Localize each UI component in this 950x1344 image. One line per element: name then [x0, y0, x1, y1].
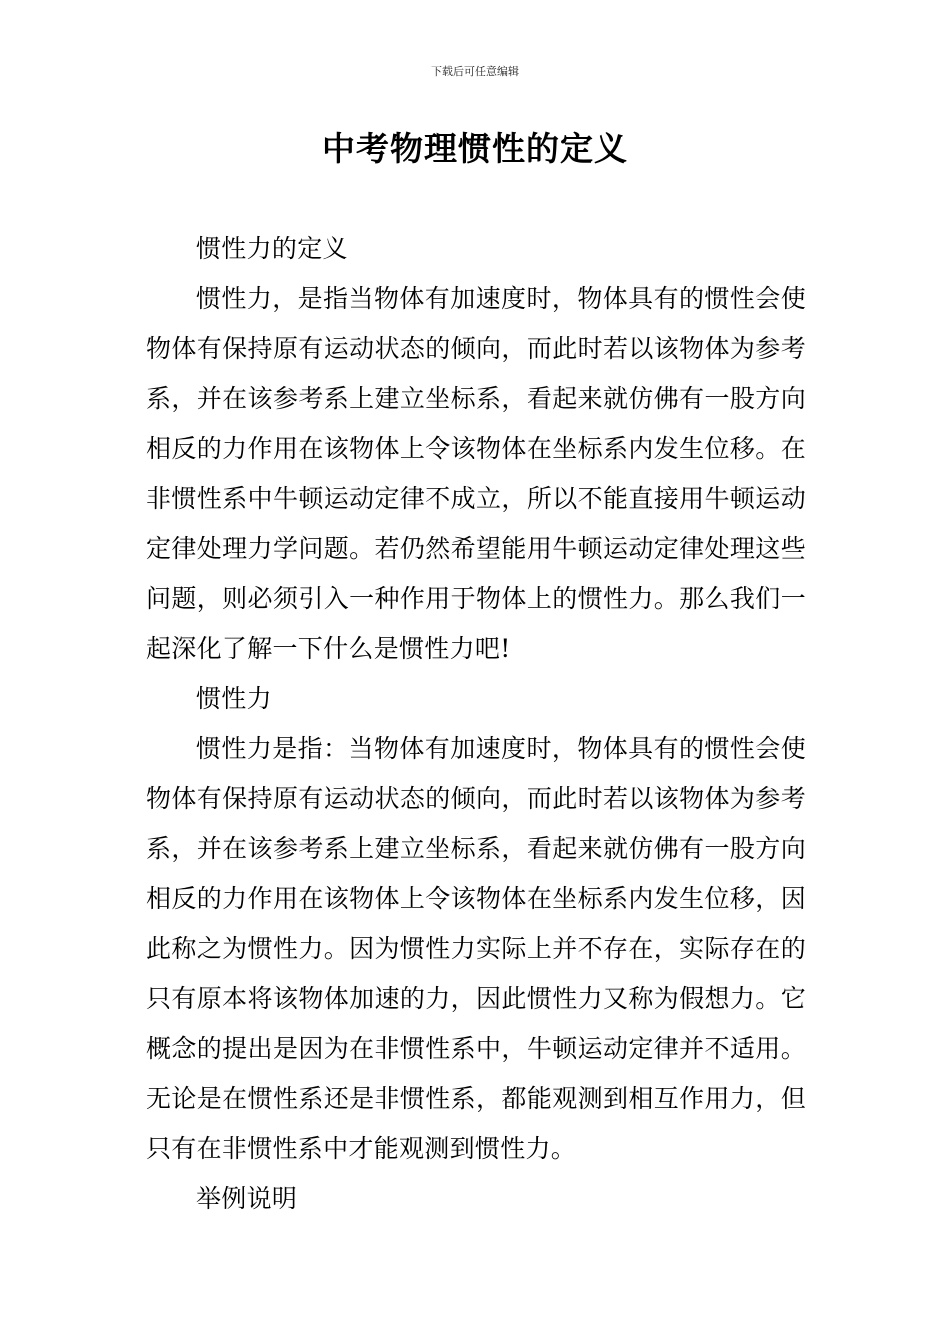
paragraph-definition: 惯性力，是指当物体有加速度时，物体具有的惯性会使物体有保持原有运动状态的倾向，而此时若以该物体为参考系，并在该参考系上建立坐标系，看起来就仿佛有一股方向相反的力作用在该物体上令该物体在坐标系内发生位移。在非惯性系中牛顿运动定律不成立，所以不能直接用牛顿运动定律处理力学问题。若仍然希望能用牛顿运动定律处理这些问题，则必须引入一种作用于物体上的惯性力。那么我们一起深化了解一下什么是惯性力吧! [146, 284, 806, 663]
section-heading-example: 举例说明 [196, 1184, 298, 1213]
document-body [146, 224, 806, 1224]
section-heading-inertial-force: 惯性力 [196, 684, 272, 713]
section-heading-definition: 惯性力的定义 [196, 234, 348, 263]
paragraph-inertial-force: 惯性力是指：当物体有加速度时，物体具有的惯性会使物体有保持原有运动状态的倾向，而此时若以该物体为参考系，并在该参考系上建立坐标系，看起来就仿佛有一股方向相反的力作用在该物体上令该物体在坐标系内发生位移，因此称之为惯性力。因为惯性力实际上并不存在，实际存在的只有原本将该物体加速的力，因此惯性力又称为假想力。它概念的提出是因为在非惯性系中，牛顿运动定律并不适用。无论是在惯性系还是非惯性系，都能观测到相互作用力，但只有在非惯性系中才能观测到惯性力。 [146, 734, 806, 1163]
header-note: 下载后可任意编辑 [431, 65, 519, 78]
page-title: 中考物理惯性的定义 [322, 129, 628, 168]
